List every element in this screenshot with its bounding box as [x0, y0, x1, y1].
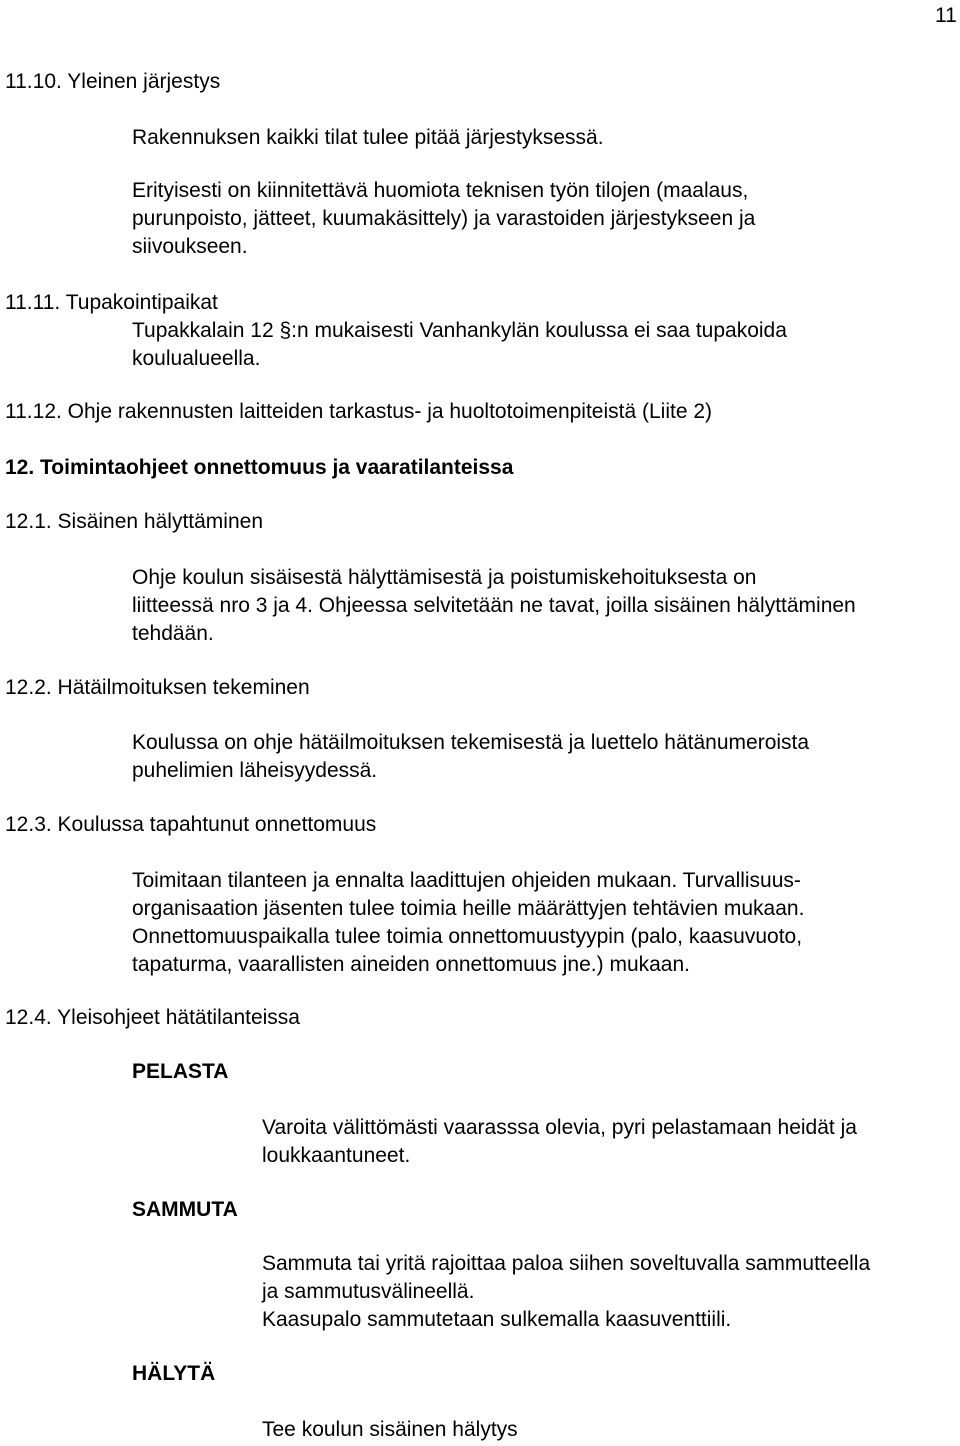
paragraph-line: Tupakkalain 12 §:n mukaisesti Vanhankylän koulussa ei saa tupakoida [132, 319, 787, 342]
paragraph-line: Kaasupalo sammutetaan sulkemalla kaasuventtiili. [262, 1308, 732, 1331]
heading-11-12: 11.12. Ohje rakennusten laitteiden tarkastus- ja huoltotoimenpiteistä (Liite 2) [5, 400, 713, 423]
label-halyta: HÄLYTÄ [132, 1362, 216, 1385]
label-sammuta: SAMMUTA [132, 1198, 238, 1221]
heading-12-3: 12.3. Koulussa tapahtunut onnettomuus [5, 813, 377, 836]
paragraph-line: Ohje koulun sisäisestä hälyttämisestä ja poistumiskehoituksesta on [132, 566, 757, 589]
paragraph-line: Onnettomuuspaikalla tulee toimia onnettomuustyypin (palo, kaasuvuoto, [132, 925, 803, 948]
paragraph-technical-spaces [132, 177, 755, 261]
paragraph-emergency-call [132, 729, 809, 785]
page-number: 11 [935, 4, 957, 27]
paragraph-line: siivoukseen. [132, 235, 248, 258]
paragraph-accident [132, 867, 804, 979]
paragraph-line: puhelimien läheisyydessä. [132, 759, 378, 782]
paragraph-sammuta [262, 1250, 870, 1334]
paragraph-pelasta [262, 1114, 857, 1170]
heading-12: 12. Toimintaohjeet onnettomuus ja vaaratilanteissa [5, 456, 514, 479]
paragraph-line: tehdään. [132, 622, 214, 645]
heading-12-4: 12.4. Yleisohjeet hätätilanteissa [5, 1006, 300, 1029]
paragraph-line: loukkaantuneet. [262, 1144, 411, 1167]
heading-12-1: 12.1. Sisäinen hälyttäminen [5, 510, 263, 533]
paragraph-line: Toimitaan tilanteen ja ennalta laadittujen ohjeiden mukaan. Turvallisuus- [132, 869, 801, 892]
paragraph-line: purunpoisto, jätteet, kuumakäsittely) ja varastoiden järjestykseen ja [132, 207, 756, 230]
paragraph-line: liitteessä nro 3 ja 4. Ohjeessa selvitetään ne tavat, joilla sisäinen hälyttäminen [132, 594, 856, 617]
paragraph-line: Erityisesti on kiinnitettävä huomiota teknisen työn tilojen (maalaus, [132, 179, 749, 202]
paragraph-line: Varoita välittömästi vaarasssa olevia, pyri pelastamaan heidät ja [262, 1116, 857, 1139]
paragraph-order: Rakennuksen kaikki tilat tulee pitää järjestyksessä. [132, 126, 604, 149]
heading-11-10: 11.10. Yleinen järjestys [5, 70, 221, 93]
paragraph-line: tapaturma, vaarallisten aineiden onnettomuus jne.) mukaan. [132, 953, 690, 976]
paragraph-line: koulualueella. [132, 347, 261, 370]
heading-12-2: 12.2. Hätäilmoituksen tekeminen [5, 676, 310, 699]
heading-11-11: 11.11. Tupakointipaikat [5, 291, 218, 314]
paragraph-line: ja sammutusvälineellä. [262, 1280, 475, 1303]
paragraph-line: Koulussa on ohje hätäilmoituksen tekemisestä ja luettelo hätänumeroista [132, 731, 810, 754]
paragraph-internal-alarm [132, 564, 856, 648]
paragraph-line: organisaation jäsenten tulee toimia heille määrättyjen tehtävien mukaan. [132, 897, 805, 920]
paragraph-halyta: Tee koulun sisäinen hälytys [262, 1418, 518, 1441]
paragraph-smoking [132, 317, 787, 373]
paragraph-line: Sammuta tai yritä rajoittaa paloa siihen soveltuvalla sammutteella [262, 1252, 871, 1275]
label-pelasta: PELASTA [132, 1060, 229, 1083]
